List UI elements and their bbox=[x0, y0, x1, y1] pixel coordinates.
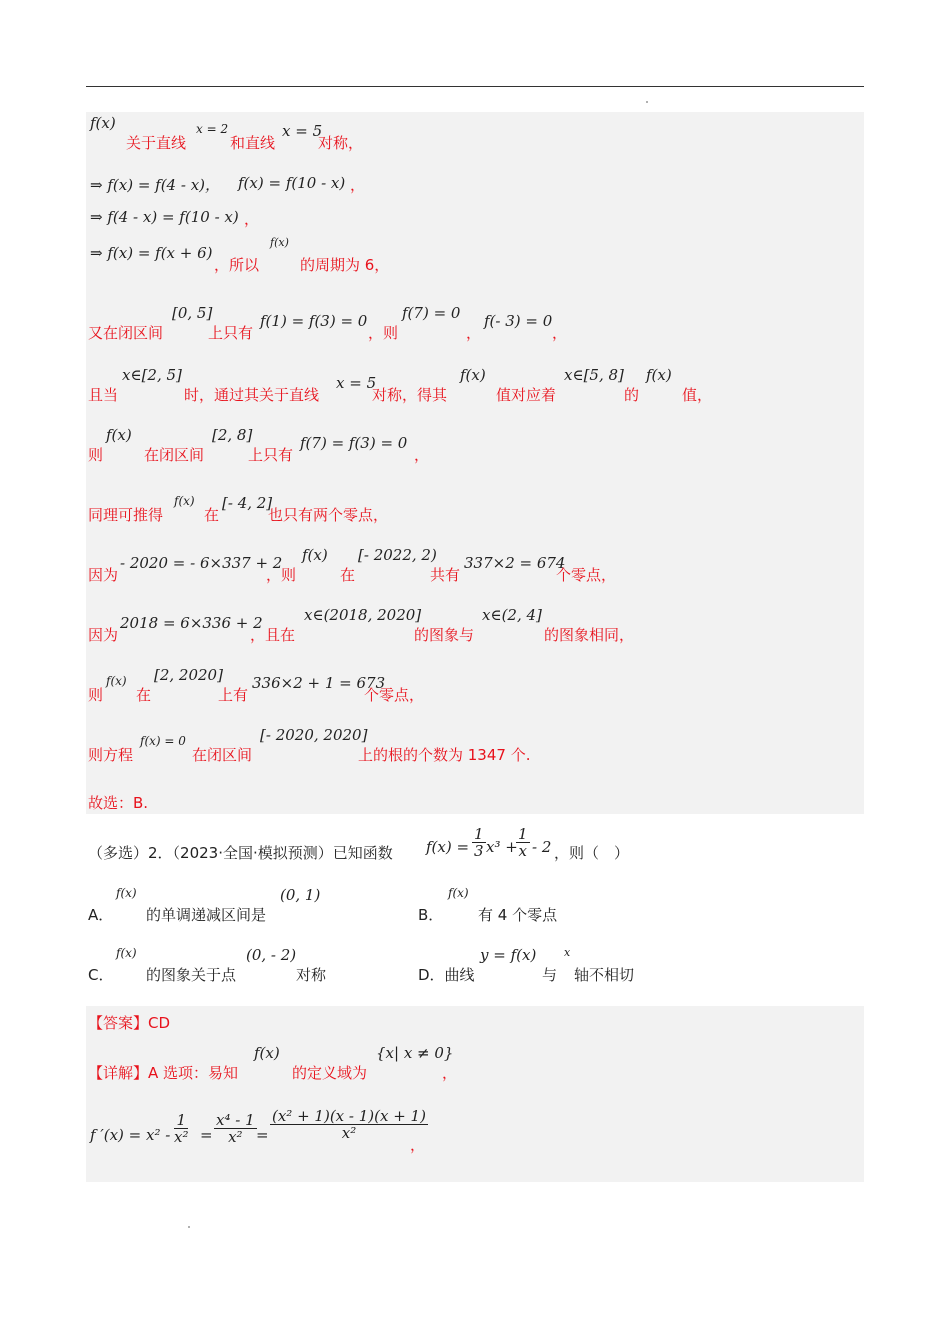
math: x = 5 bbox=[336, 374, 377, 392]
solution-line-9 bbox=[86, 546, 864, 602]
math: ⇒ f(x) = f(4 - x)， bbox=[90, 176, 221, 194]
text: 则 bbox=[88, 686, 104, 704]
fraction bbox=[270, 1108, 428, 1141]
math: = bbox=[200, 1126, 213, 1144]
question-prefix: （多选）2．（2023·全国·模拟预测）已知函数 bbox=[88, 844, 393, 862]
math: [- 2020, 2020] bbox=[260, 726, 368, 744]
math: f(x) bbox=[302, 546, 328, 564]
text: 在闭区间 bbox=[144, 446, 205, 464]
option-label: C． bbox=[88, 966, 114, 984]
math: f(x) bbox=[270, 236, 289, 249]
math: x bbox=[564, 946, 571, 959]
option-text: 的图象关于点 bbox=[146, 966, 237, 984]
option-label: A． bbox=[88, 906, 114, 924]
math: - 2020 = - 6×337 + 2 bbox=[120, 554, 283, 572]
math: 2018 = 6×336 + 2 bbox=[120, 614, 263, 632]
text: ，则 bbox=[266, 566, 297, 584]
choice-result: 故选：B. bbox=[88, 794, 149, 812]
text: 上只有 bbox=[208, 324, 254, 342]
solution-line-7 bbox=[86, 426, 864, 482]
option-text: 有 4 个零点 bbox=[478, 906, 558, 924]
text: 上只有 bbox=[248, 446, 294, 464]
text: 在 bbox=[136, 686, 152, 704]
text: 的图象相同， bbox=[544, 626, 635, 644]
math: (0, 1) bbox=[280, 886, 321, 904]
text: 在 bbox=[340, 566, 356, 584]
math: f(7) = f(3) = 0 bbox=[300, 434, 408, 452]
math: (0, - 2) bbox=[246, 946, 297, 964]
math: f(x) = f(10 - x) bbox=[238, 174, 346, 192]
text: 因为 bbox=[88, 626, 119, 644]
math: f(x) bbox=[460, 366, 486, 384]
math: f(x) bbox=[254, 1044, 280, 1062]
solution-line-1 bbox=[86, 114, 864, 170]
text: 个零点， bbox=[556, 566, 617, 584]
text: 对称，得其 bbox=[372, 386, 448, 404]
math: {x| x ≠ 0} bbox=[376, 1044, 454, 1062]
denominator: x² bbox=[228, 1128, 243, 1146]
text: 上的根的个数为 1347 个. bbox=[358, 746, 531, 764]
question-stem bbox=[86, 826, 864, 870]
option-d bbox=[418, 946, 858, 1002]
text: 则方程 bbox=[88, 746, 134, 764]
math: x∈[2, 5] bbox=[122, 366, 182, 384]
stray-dot bbox=[646, 101, 648, 103]
text: 值， bbox=[682, 386, 713, 404]
text: 【详解】A 选项：易知 bbox=[88, 1064, 239, 1082]
math: ⇒ f(x) = f(x + 6) bbox=[90, 244, 213, 262]
math: x∈(2, 4] bbox=[482, 606, 542, 624]
math: f(x) bbox=[90, 114, 116, 132]
text: 上有 bbox=[218, 686, 249, 704]
math: y = f(x) bbox=[480, 946, 537, 964]
math: f(x) bbox=[448, 886, 469, 900]
text: 也只有两个零点， bbox=[268, 506, 389, 524]
math: x = 5 bbox=[282, 122, 323, 140]
text: ， bbox=[442, 1064, 458, 1082]
text: ，则 bbox=[368, 324, 399, 342]
text: 则 bbox=[88, 446, 104, 464]
text: 且当 bbox=[88, 386, 119, 404]
math: x∈[5, 8] bbox=[564, 366, 624, 384]
text: 的定义域为 bbox=[292, 1064, 368, 1082]
text: 在闭区间 bbox=[192, 746, 253, 764]
solution-line-5 bbox=[86, 304, 864, 360]
solution-line-8 bbox=[86, 486, 864, 542]
solution-line-12 bbox=[86, 726, 864, 782]
question-suffix: ，则（ ） bbox=[554, 844, 630, 862]
solution-line-4 bbox=[86, 236, 864, 292]
denominator: x² bbox=[341, 1124, 357, 1142]
text: 同理可推得 bbox=[88, 506, 164, 524]
numerator: 1 bbox=[474, 825, 484, 843]
math: f(1) = f(3) = 0 bbox=[260, 312, 368, 330]
fraction bbox=[214, 1112, 257, 1145]
math: f(- 3) = 0 bbox=[484, 312, 553, 330]
header-rule bbox=[86, 86, 864, 87]
math: f(7) = 0 bbox=[402, 304, 461, 322]
math: f ′(x) = x² - bbox=[90, 1126, 171, 1144]
option-text: 轴不相切 bbox=[574, 966, 635, 984]
text: ， bbox=[244, 210, 260, 228]
text: 和直线 bbox=[230, 134, 276, 152]
text: 关于直线 bbox=[126, 134, 187, 152]
text: ， bbox=[466, 324, 482, 342]
math: f(x) bbox=[116, 886, 137, 900]
text: 的 bbox=[624, 386, 640, 404]
math: [- 4, 2] bbox=[222, 494, 273, 512]
numerator: 1 bbox=[518, 825, 528, 843]
math: f(x) bbox=[106, 426, 132, 444]
option-label: D．曲线 bbox=[418, 966, 475, 984]
math: [2, 2020] bbox=[154, 666, 223, 684]
text: 值对应着 bbox=[496, 386, 557, 404]
numerator: x⁴ - 1 bbox=[216, 1111, 255, 1129]
math: x³ + bbox=[486, 838, 518, 856]
numerator: 1 bbox=[174, 1112, 188, 1129]
math: f(x) bbox=[106, 674, 127, 688]
denominator: x bbox=[518, 842, 527, 860]
denominator: x² bbox=[174, 1128, 189, 1146]
derivative-line bbox=[86, 1104, 864, 1164]
math: [- 2022, 2) bbox=[358, 546, 437, 564]
stray-dot bbox=[188, 1226, 190, 1228]
option-text: 与 bbox=[542, 966, 558, 984]
fraction bbox=[472, 826, 486, 859]
option-label: B． bbox=[418, 906, 444, 924]
math: 337×2 = 674 bbox=[464, 554, 566, 572]
math: [2, 8] bbox=[212, 426, 253, 444]
math: x = 2 bbox=[196, 122, 229, 136]
text: ， bbox=[350, 176, 366, 194]
text: 共有 bbox=[430, 566, 461, 584]
text: ， bbox=[552, 324, 568, 342]
denominator: 3 bbox=[474, 842, 484, 860]
text: 的周期为 6， bbox=[300, 256, 390, 274]
math: ⇒ f(4 - x) = f(10 - x) bbox=[90, 208, 239, 226]
answer-line bbox=[86, 1012, 864, 1036]
answer-label: 【答案】CD bbox=[88, 1014, 171, 1032]
text: ， bbox=[410, 1136, 426, 1154]
text: 时，通过其关于直线 bbox=[184, 386, 320, 404]
text: 个零点， bbox=[364, 686, 425, 704]
math: [0, 5] bbox=[172, 304, 213, 322]
numerator: (x² + 1)(x - 1)(x + 1) bbox=[272, 1107, 426, 1125]
solution-line-10 bbox=[86, 606, 864, 662]
math: f(x) = bbox=[426, 838, 470, 856]
fraction bbox=[174, 1112, 188, 1145]
math: f(x) = 0 bbox=[140, 734, 186, 748]
option-text: 的单调递减区间是 bbox=[146, 906, 267, 924]
text: 在 bbox=[204, 506, 220, 524]
math: f(x) bbox=[174, 494, 195, 508]
math: 336×2 + 1 = 673 bbox=[252, 674, 386, 692]
math: f(x) bbox=[116, 946, 137, 960]
text: 对称， bbox=[318, 134, 364, 152]
text: 又在闭区间 bbox=[88, 324, 164, 342]
fraction bbox=[516, 826, 530, 859]
math: x∈(2018, 2020] bbox=[304, 606, 422, 624]
text: ，所以 bbox=[214, 256, 260, 274]
text: ，且在 bbox=[250, 626, 296, 644]
solution-line-6 bbox=[86, 366, 864, 422]
text: ， bbox=[414, 446, 430, 464]
text: 的图象与 bbox=[414, 626, 475, 644]
option-text: 对称 bbox=[296, 966, 327, 984]
math: = bbox=[256, 1126, 269, 1144]
math: - 2 bbox=[532, 838, 552, 856]
solution-line-13 bbox=[86, 792, 864, 816]
text: 因为 bbox=[88, 566, 119, 584]
math: f(x) bbox=[646, 366, 672, 384]
detail-line bbox=[86, 1044, 864, 1100]
solution-line-11 bbox=[86, 666, 864, 722]
option-b bbox=[418, 886, 858, 942]
